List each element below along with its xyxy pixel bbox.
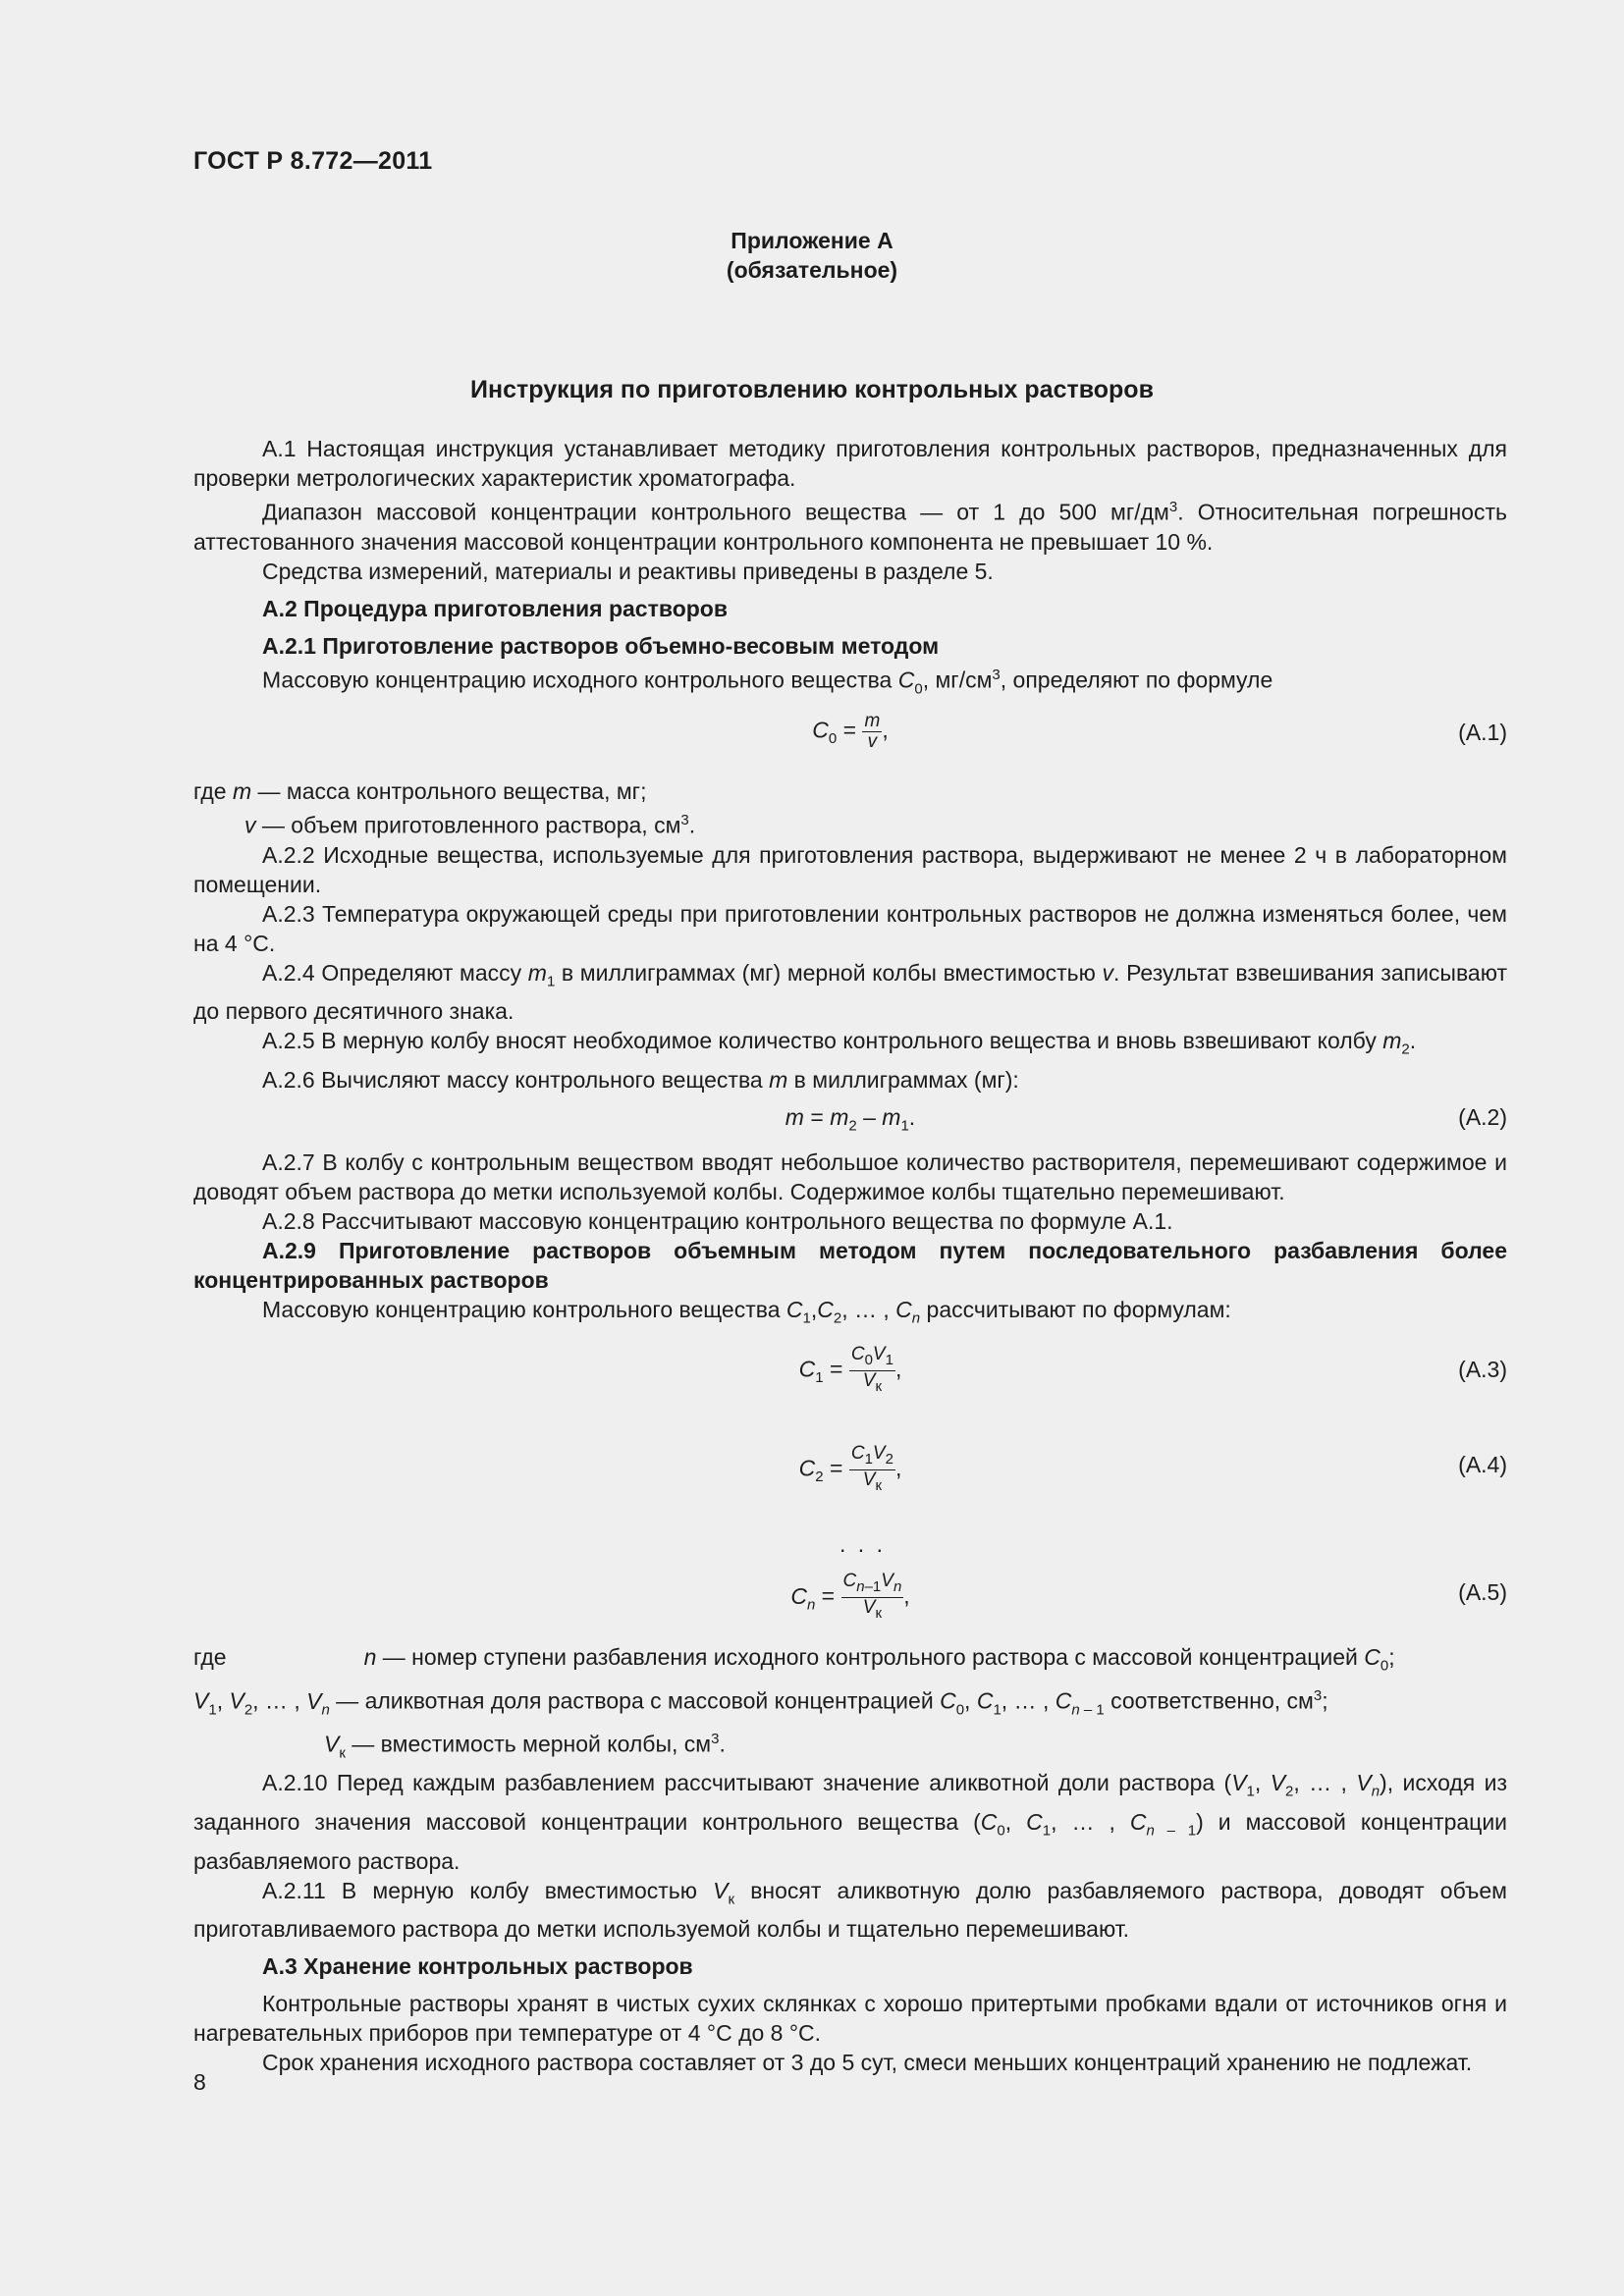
paragraph-a1: А.1 Настоящая инструкция устанавливает методику приготовления контрольных растворов, предназначенных для проверки метрологических характеристик хроматографа. (193, 436, 1507, 491)
formula-number: (А.3) (1458, 1357, 1507, 1383)
section-heading-a3: А.3 Хранение контрольных растворов (262, 1953, 693, 1980)
appendix-label: Приложение А (731, 228, 893, 253)
paragraph-a22: А.2.2 Исходные вещества, используемые для приготовления раствора, выдерживают не менее 2 ч в лабораторном помещении. (193, 841, 1507, 897)
formula-a4: $C_2$ = $C_1V_2$ $V_к$ , (А.4) (798, 1443, 1507, 1494)
paragraph-a25: А.2.5 В мерную колбу вносят необходимое количество контрольного вещества и вновь взвешивают колбу $m_2$. (262, 1028, 1417, 1058)
paragraph-a23: А.2.3 Температура окружающей среды при приготовлении контрольных растворов не должна изменяться более, чем на 4 °С. (193, 900, 1507, 956)
formula-number: (А.4) (1458, 1452, 1507, 1478)
where2-v: $V_1$, $V_2$, … , $V_n$ — аликвотная доля раствора с массовой концентрацией $C_0$, $C_1$, … , $C_{n - 1}$ соответственно, $см^3$; (193, 1686, 1328, 1719)
paragraph-a29: Массовую концентрацию контрольного вещества $C_1,C_2$, … , $C_n$ рассчитывают по формулам: (262, 1296, 1231, 1327)
formula-a2: $m = m_2 - m_1$. (А.2) (785, 1103, 1507, 1135)
paragraph-a3-storage: Контрольные растворы хранят в чистых сухих склянках с хорошо притертыми пробками вдали от источников огня и нагревательных приборов при температуре от 4 °С до 8 °С. (193, 1991, 1507, 2047)
paragraph-a3-term: Срок хранения исходного раствора составляет от 3 до 5 сут, смеси меньших концентраций хранению не подлежат. (262, 2050, 1473, 2076)
page-number: 8 (193, 2069, 206, 2095)
section-heading-a29: А.2.9 Приготовление растворов объемным методом путем последовательного разбавления более концентрированных растворов (193, 1237, 1507, 1293)
paragraph-a21: Массовую концентрацию исходного контрольного вещества $C_0$, $мг/см^3$, определяют по формуле (262, 666, 1273, 697)
paragraph-a26: А.2.6 Вычисляют массу контрольного вещества m в миллиграммах (мг): (262, 1066, 1019, 1093)
formula-number: (А.5) (1458, 1579, 1507, 1606)
paragraph-a27: А.2.7 В колбу с контрольным веществом вводят небольшое количество растворителя, перемешивают содержимое и доводят объем раствора до метки используемой колбы. Содержимое колбы тщательно перемешивают. (193, 1148, 1507, 1204)
paragraph-a24: А.2.4 Определяют массу $m_1$ в миллиграммах (мг) мерной колбы вместимостью v. Результат взвешивания записывают до первого десятичного знака. (193, 959, 1507, 1025)
paragraph-a1-means: Средства измерений, материалы и реактивы приведены в разделе 5. (262, 558, 994, 584)
formula-a3: $C_1$ = $C_0V_1$ $V_к$ , (А.3) (798, 1344, 1507, 1395)
formula-number: (А.1) (1458, 719, 1507, 745)
where2-n: где n — номер ступени разбавления исходного контрольного раствора с массовой концентрацией $C_0$; (193, 1644, 1395, 1675)
section-heading-a2: А.2 Процедура приготовления растворов (262, 595, 728, 621)
where2-vk: $V_к$ — вместимость мерной колбы, $см^3$. (324, 1731, 726, 1762)
appendix-status: (обязательное) (726, 257, 898, 283)
paragraph-a211: А.2.11 В мерную колбу вместимостью $V_к$ вносят аликвотную долю разбавляемого раствора, доводят объем приготавливаемого раствора до метки используемой колбы и тщательно перемешивают. (193, 1877, 1507, 1943)
document-body (193, 434, 1507, 2077)
where-m: где m — масса контрольного вещества, мг; (193, 777, 647, 804)
formula-ellipsis: . . . (839, 1531, 886, 1558)
formula-a5: $C_n$ = $C_{n-1}V_n$ $V_к$ , (А.5) (790, 1571, 1507, 1622)
section-heading-a21: А.2.1 Приготовление растворов объемно-весовым методом (262, 632, 940, 659)
paragraph-a1-range: Диапазон массовой концентрации контрольного вещества — от 1 до 500 $мг/дм^3$. Относительная погрешность аттестованного значения массовой концентрации контрольного компонента не превышает 10 %. (193, 499, 1507, 555)
standard-header: ГОСТ Р 8.772—2011 (193, 147, 433, 175)
where-v: v — объем приготовленного раствора, $см^3$. (244, 811, 696, 838)
formula-number: (А.2) (1458, 1103, 1507, 1130)
paragraph-a28: А.2.8 Рассчитывают массовую концентрацию контрольного вещества по формуле А.1. (262, 1207, 1173, 1234)
page-title: Инструкция по приготовлению контрольных растворов (470, 376, 1154, 403)
paragraph-a210: А.2.10 Перед каждым разбавлением рассчитывают значение аликвотной доли раствора ($V_1$, $V_2$, … , $V_n$), исходя из заданного значения массовой концентрации контрольного вещества ($C_0$, $C_1$, … , $C_{n - 1}$) и массовой концентрации разбавляемого раствора. (193, 1770, 1508, 1874)
formula-a1: $C_0$ = $\frac{m}{v}$ , (А.1) (812, 710, 1507, 752)
